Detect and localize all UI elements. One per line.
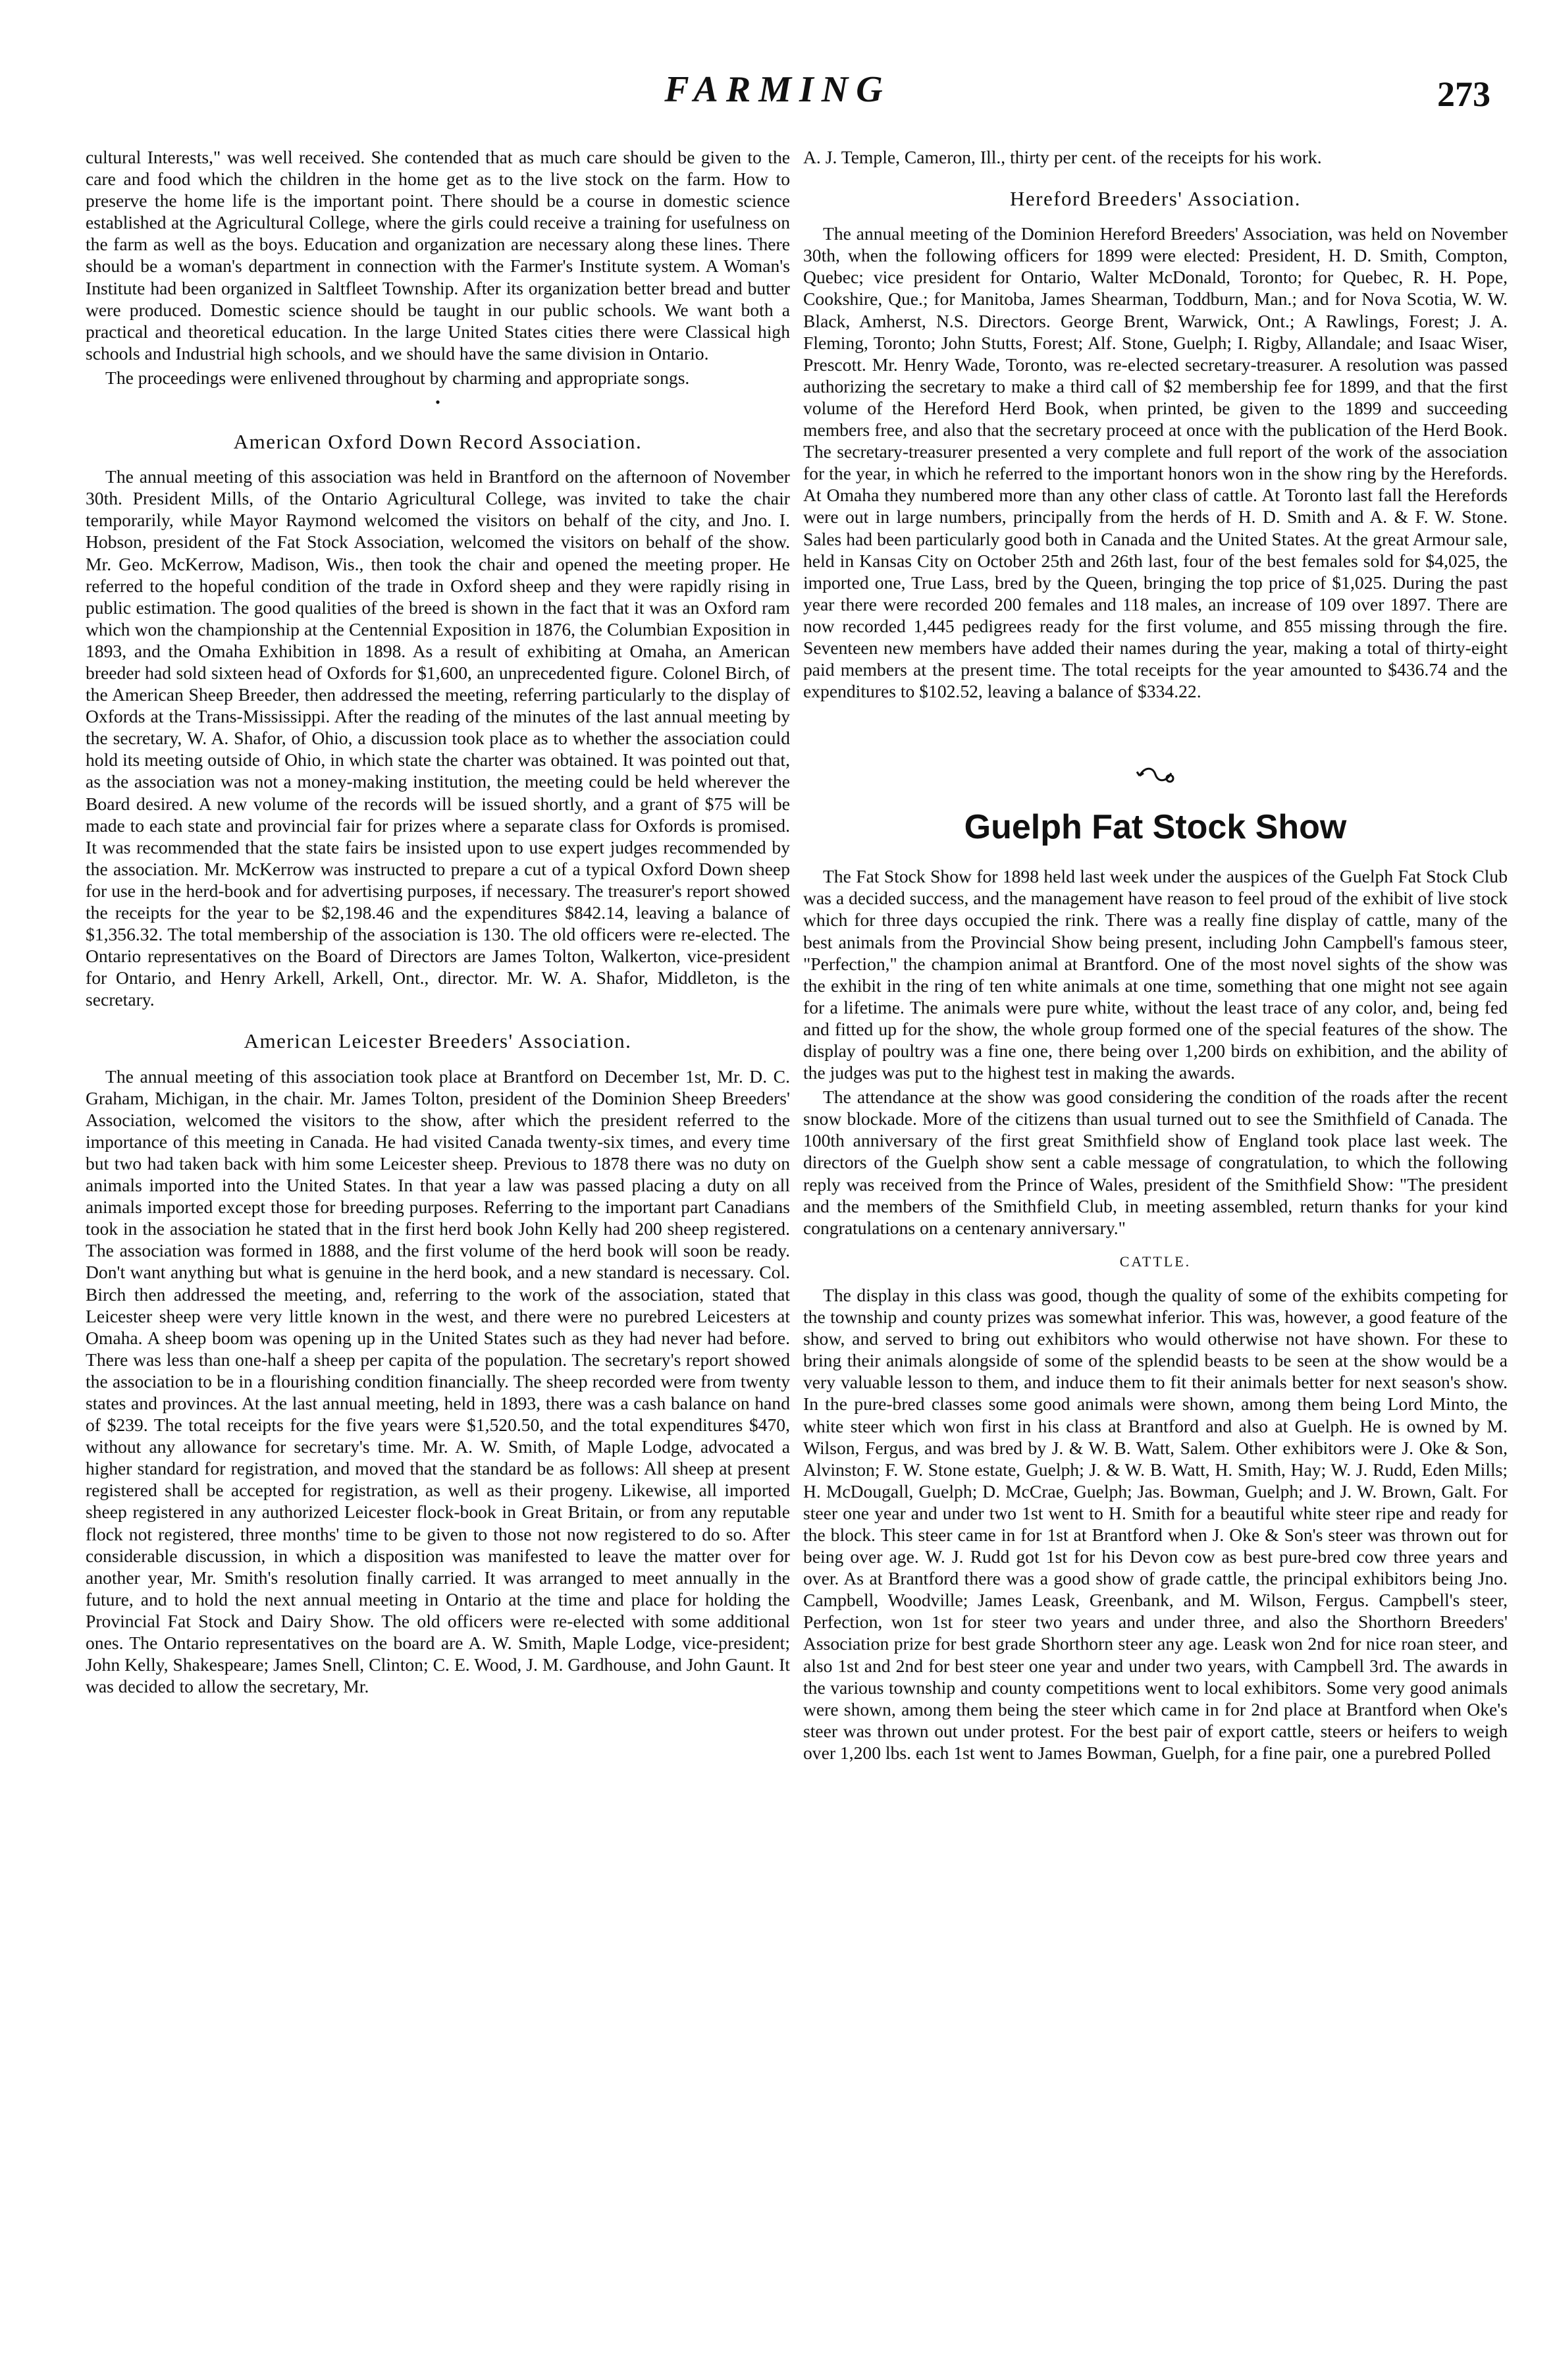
section-heading-hereford: Hereford Breeders' Association.: [1009, 187, 1302, 211]
running-head: [0, 47, 1555, 126]
left-column: [86, 146, 790, 2346]
ornament-icon: [803, 761, 1508, 801]
article-paragraph: The attendance at the show was good considering the condition of the roads after the recent snow blockade. More of the citizens than usual turned out to see the Smithfield of Canada. The 100th anniversary of the first great Smithfield show of England took place last week. The directors of the Guelph show sent a cable message of congratulation, to which the following reply was received from the Prince of Wales, president of the Smithfield Show: "The president and the members of the Smithfield Club, in meeting assembled, return thanks for your kind congratulations on a centenary anniversary.": [803, 1087, 1508, 1238]
article-paragraph: cultural Interests," was well received. She contended that as much care should be given to the care and food which the children in the home get as to the live stock on the farm. How to preserve the home life is the important point. There should be a course in domestic science established at the Agricultural College, where the girls could receive a training for usefulness on the farm as well as the boys. Education and organization are necessary along these lines. There should be a woman's department in connection with the Farmer's Institute system. A Woman's Institute had been organized in Saltfleet Township. After its organization better bread and butter were produced. Domestic science should be taught in our public schools. We want both a practical and theoretical education. In the large United States cities there were Classical high schools and Industrial high schools, and we should have the same division in Ontario.: [86, 147, 790, 364]
page-number: 273: [1437, 74, 1490, 114]
article-paragraph: The annual meeting of this association took place at Brantford on December 1st, Mr. D. C. Graham, Michigan, in the chair. Mr. James Tolton, president of the Dominion Sheep Breeders' Association, welcomed the visitors to the show, after which the president referred to the importance of this meeting in Canada. He had visited Canada twenty-six times, and every time but two had taken back with him some Leicester sheep. Previous to 1878 there was no duty on animals imported into the United States. In that year a law was passed placing a duty on all animals imported except those for breeding purposes. Referring to the important part Canadians took in the association he stated that in the first herd book John Kelly had 200 sheep registered. The association was formed in 1888, and the first volume of the herd book will soon be ready. Don't want anything but what is genuine in the herd book, and a new standard is necessary. Col. Birch then addressed the meeting, and, referring to the work of the association, stated that Leicester sheep were very little known in the west, and there were no purebred Leicesters at Omaha. A sheep boom was opening up in the United States such as they had never had before. There was less than one-half a sheep per capita of the population. The secretary's report showed the association to be in a flourishing condition financially. The sheep recorded were from twenty states and provinces. At the last annual meeting, held in 1893, there was a cash balance on hand of $239. The total receipts for the five years were $1,520.50, and the total expenditures $470, without any allowance for secretary's time. Mr. A. W. Smith, of Maple Lodge, advocated a higher standard for registration, and moved that the standard be as follows: All sheep at present registered shall be accepted for registration, as well as their progeny. Likewise, all imported sheep registered in any authorized Leicester flock-book in Great Britain, or from any reputable flock not registered, three months' time to be given to those not now registered to do so. After considerable discussion, in which a disposition was manifested to leave the matter over for another year, Mr. Smith's resolution finally carried. It was arranged to meet annually in the future, and to hold the next annual meeting in Ontario at the time and place for holding the Provincial Fat Stock and Dairy Show. The old officers were re-elected with some additional ones. The Ontario representatives on the board are A. W. Smith, Maple Lodge, vice-president; John Kelly, Shakespeare; James Snell, Clinton; C. E. Wood, J. M. Gardhouse, and John Gaunt. It was decided to allow the secretary, Mr.: [86, 1066, 790, 1697]
section-heading-oxford-down: American Oxford Down Record Association.: [233, 430, 643, 454]
article-paragraph: The Fat Stock Show for 1898 held last week under the auspices of the Guelph Fat Stock Club was a decided success, and the management have reason to feel proud of the exhibit of live stock which for three days occupied the rink. There was a really fine display of cattle, many of the best animals from the Provincial Show being present, including John Campbell's famous steer, "Perfection," the champion animal at Brantford. One of the most novel sights of the show was the exhibit in the ring of ten white animals at one time, something that one might not see again for a lifetime. The animals were pure white, without the least trace of any color, and, being fed and fitted up for the show, the whole group formed one of the special features of the show. The display of poultry was a fine one, there being over 1,200 birds on exhibition, and the ability of the judges was put to the highest test in making the awards.: [803, 866, 1508, 1083]
right-column: [803, 146, 1508, 2346]
article-paragraph: The annual meeting of this association was held in Brantford on the afternoon of November 30th. President Mills, of the Ontario Agricultural College, was invited to take the chair temporarily, while Mayor Raymond welcomed the visitors on behalf of the city, and Jno. I. Hobson, president of the Fat Stock Association, welcomed the visitors on behalf of the show. Mr. Geo. McKerrow, Madison, Wis., then took the chair and opened the meeting proper. He referred to the hopeful condition of the trade in Oxford sheep and they were rapidly rising in public estimation. The good qualities of the breed is shown in the fact that it was an Oxford ram which won the championship at the Centennial Exposition in 1876, the Columbian Exposition in 1893, and the Omaha Exhibition in 1898. As a result of exhibiting at Omaha, an American breeder had sold sixteen head of Oxfords for $1,600, an unprecedented figure. Colonel Birch, of the American Sheep Breeder, then addressed the meeting, referring particularly to the display of Oxfords at the Trans-Mississippi. After the reading of the minutes of the last annual meeting by the secretary, W. A. Shafor, of Ohio, a discussion took place as to whether the association could hold its meeting outside of Ohio, in which state the charter was obtained. It was pointed out that, as the association was not a money-making institution, the meeting could be held wherever the Board desired. A new volume of the records will be issued shortly, and a grant of $75 will be made to each state and provincial fair for prizes where a separate class for Oxfords is promised. It was recommended that the state fairs be insisted upon to use expert judges recommended by the association. Mr. McKerrow was instructed to prepare a cut of a typical Oxford Down sheep for use in the herd-book and for advertising purposes, if necessary. The treasurer's report showed the receipts for the year to be $2,198.46 and the expenditures $842.14, leaving a balance of $1,356.32. The total membership of the association is 130. The old officers were re-elected. The Ontario representatives on the Board of Directors are James Tolton, Walkerton, vice-president for Ontario, and Henry Arkell, Arkell, Ont., director. Mr. W. A. Shafor, Middleton, is the secretary.: [86, 466, 790, 1010]
article-paragraph: The display in this class was good, though the quality of some of the exhibits competing for the township and county prizes was somewhat inferior. This was, however, a good feature of the show, and served to bring out exhibitors who would otherwise not have shown. For these to bring their animals alongside of some of the splendid beasts to be seen at the show would be a very valuable lesson to them, and induce them to fit their animals better for next season's show. In the pure-bred classes some good animals were shown, among them being Lord Minto, the white steer which won first in his class at Brantford and also at Guelph. He is owned by M. Wilson, Fergus, and was bred by J. & W. B. Watt, Salem. Other exhibitors were J. Oke & Son, Alvinston; F. W. Stone estate, Guelph; J. & W. B. Watt, H. Smith, Hay; W. J. Rudd, Eden Mills; H. McDougall, Guelph; D. McCrae, Guelph; Jas. Bowman, Guelph; and J. W. Brown, Galt. For steer one year and under two 1st went to H. Smith for a beautiful white steer ripe and ready for the block. This steer came in for 1st at Brantford when J. Oke & Son's steer was thrown out for being over age. W. J. Rudd got 1st for his Devon cow as best pure-bred cow three years and over. As at Brantford there was a good show of grade cattle, the principal exhibitors being Jno. Campbell, Woodville; James Leask, Greenbank, and M. Wilson, Fergus. Campbell's steer, Perfection, won 1st for steer two years and under three, and also the Shorthorn Breeders' Association prize for best grade Shorthorn steer any age. Leask won 2nd for nice roan steer, and also 1st and 2nd for best steer one year and under two years, with Campbell 3rd. The awards in the various township and county competitions went to local exhibitors. Some very good animals were shown, among them being the steer which came in for 2nd place at Brantford when Oke's steer was thrown out under protest. For the best pair of export cattle, steers or heifers to weigh over 1,200 lbs. each 1st went to James Bowman, Guelph, for a fine pair, one a purebred Polled: [803, 1284, 1508, 1763]
running-title: FARMING: [664, 69, 891, 110]
article-headline-guelph-fat-stock-show: Guelph Fat Stock Show: [964, 808, 1347, 847]
section-heading-leicester: American Leicester Breeders' Association.: [244, 1029, 632, 1053]
article-paragraph: The proceedings were enlivened throughout by charming and appropriate songs.: [105, 367, 690, 388]
article-paragraph: A. J. Temple, Cameron, Ill., thirty per cent. of the receipts for his work.: [803, 147, 1322, 167]
article-paragraph: The annual meeting of the Dominion Hereford Breeders' Association, was held on November 30th, when the following officers for 1899 were elected: President, H. D. Smith, Compton, Quebec; vice president for Ontario, Walter McDonald, Toronto; for Quebec, R. H. Pope, Cookshire, Que.; for Manitoba, James Shearman, Toddburn, Man.; and for Nova Scotia, W. W. Black, Amherst, N.S. Directors. George Brent, Warwick, Ont.; A Rawlings, Forest; J. A. Fleming, Toronto; John Stutts, Forest; Alf. Stone, Guelph; I. Rigby, Allandale; and Isaac Wiser, Prescott. Mr. Henry Wade, Toronto, was re-elected secretary-treasurer. A resolution was passed authorizing the secretary to make a third call of $2 membership fee for 1899, and that the first volume of the Hereford Herd Book, when printed, be given to the 1899 and succeeding members free, and also that the secretary proceed at once with the publication of the Herd Book. The secretary-treasurer presented a very complete and full report of the work of the association for the year, in which he referred to the important honors won in the show ring by the Herefords. At Omaha they numbered more than any other class of cattle. At Toronto last fall the Herefords were out in large numbers, principally from the herds of H. D. Smith and A. & F. W. Stone. Sales had been particularly good both in Canada and the United States. At the great Armour sale, held in Kansas City on October 25th and 26th last, four of the best females sold for $4,025, the imported one, True Lass, bred by the Queen, bringing the top price of $1,025. During the past year there were recorded 200 females and 118 males, an increase of 109 over 1897. There are now recorded 1,445 pedigrees ready for the first volume, and 855 missing through the fire. Seventeen new members have added their names during the year, making a total of thirty-eight paid members at the present time. The total receipts for the year amounted to $436.74 and the expenditures to $102.52, leaving a balance of $334.22.: [803, 223, 1508, 702]
subheading-cattle: CATTLE.: [1119, 1253, 1192, 1270]
separator-mark: •: [435, 394, 440, 411]
